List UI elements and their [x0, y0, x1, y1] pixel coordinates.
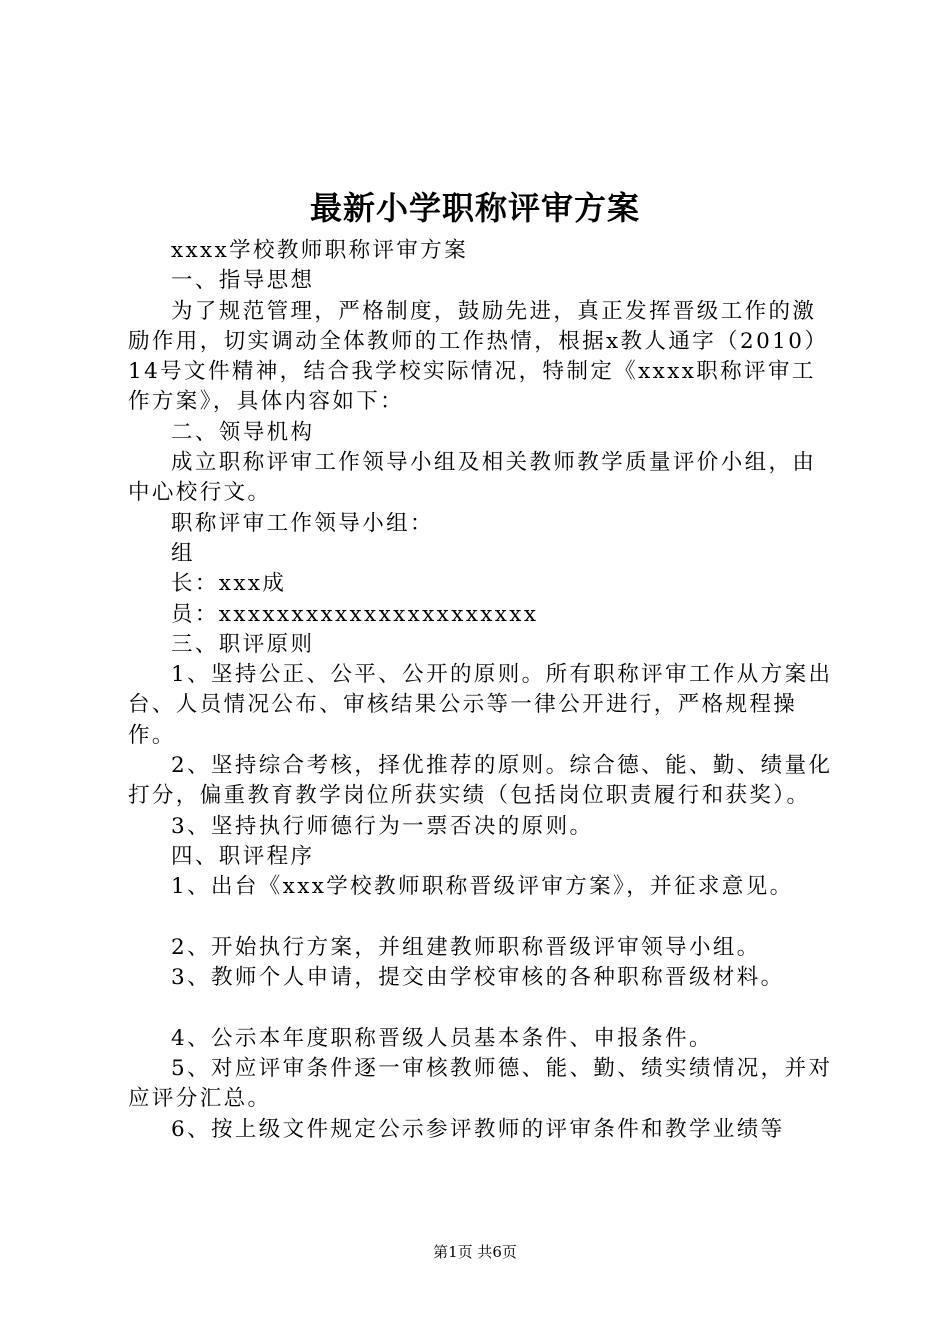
heading-guiding-ideology: 一、指导思想: [171, 268, 315, 294]
paragraph-procedure-5: 5、对应评审条件逐一审核教师德、能、勤、绩实绩情况，并对应评分汇总。: [128, 1056, 833, 1112]
document-body: [128, 236, 838, 1145]
paragraph-group-members: 员：xxxxxxxxxxxxxxxxxxxxxx: [171, 601, 539, 627]
paragraph-leadership: 成立职称评审工作领导小组及相关教师教学质量评价小组，由中心校行文。: [128, 450, 817, 506]
paragraph-leadership-group: 职称评审工作领导小组：: [171, 510, 434, 536]
paragraph-doc-subtitle: xxxx学校教师职称评审方案: [171, 238, 469, 263]
paragraph-procedure-1: 1、出台《xxx学校教师职称晋级评审方案》，并征求意见。: [171, 874, 794, 900]
paragraph-group-leader: 长：xxx成: [171, 571, 287, 597]
paragraph-principle-1: 1、坚持公正、公平、公开的原则。所有职称评审工作从方案出台、人员情况公布、审核结果公示等一律公开进行，严格规程操作。: [128, 662, 833, 748]
heading-principles: 三、职评原则: [171, 631, 315, 657]
paragraph-procedure-4: 4、公示本年度职称晋级人员基本条件、申报条件。: [171, 1025, 713, 1051]
paragraph-procedure-6: 6、按上级文件规定公示参评教师的评审条件和教学业绩等: [171, 1116, 785, 1142]
paragraph-principle-3: 3、坚持执行师德行为一票否决的原则。: [171, 813, 594, 839]
paragraph-group-label: 组: [171, 540, 195, 566]
paragraph-procedure-2: 2、开始执行方案，并组建教师职称晋级评审领导小组。: [171, 934, 761, 960]
document-title: 最新小学职称评审方案: [309, 189, 640, 227]
page-footer: 第1页 共6页: [433, 1243, 517, 1261]
heading-procedures: 四、职评程序: [171, 843, 315, 869]
heading-leadership: 二、领导机构: [171, 419, 315, 445]
paragraph-procedure-3: 3、教师个人申请，提交由学校审核的各种职称晋级材料。: [171, 965, 785, 991]
paragraph-principle-2: 2、坚持综合考核，择优推荐的原则。综合德、能、勤、绩量化打分，偏重教育教学岗位所获实绩（包括岗位职责履行和获奖）。: [128, 753, 833, 809]
paragraph-guiding-ideology: 为了规范管理，严格制度，鼓励先进，真正发挥晋级工作的激励作用，切实调动全体教师的工作热情，根据x教人通字（2010）14号文件精神，结合我学校实际情况，特制定《xxxx职称评审工作方案》，具体内容如下：: [128, 298, 829, 415]
